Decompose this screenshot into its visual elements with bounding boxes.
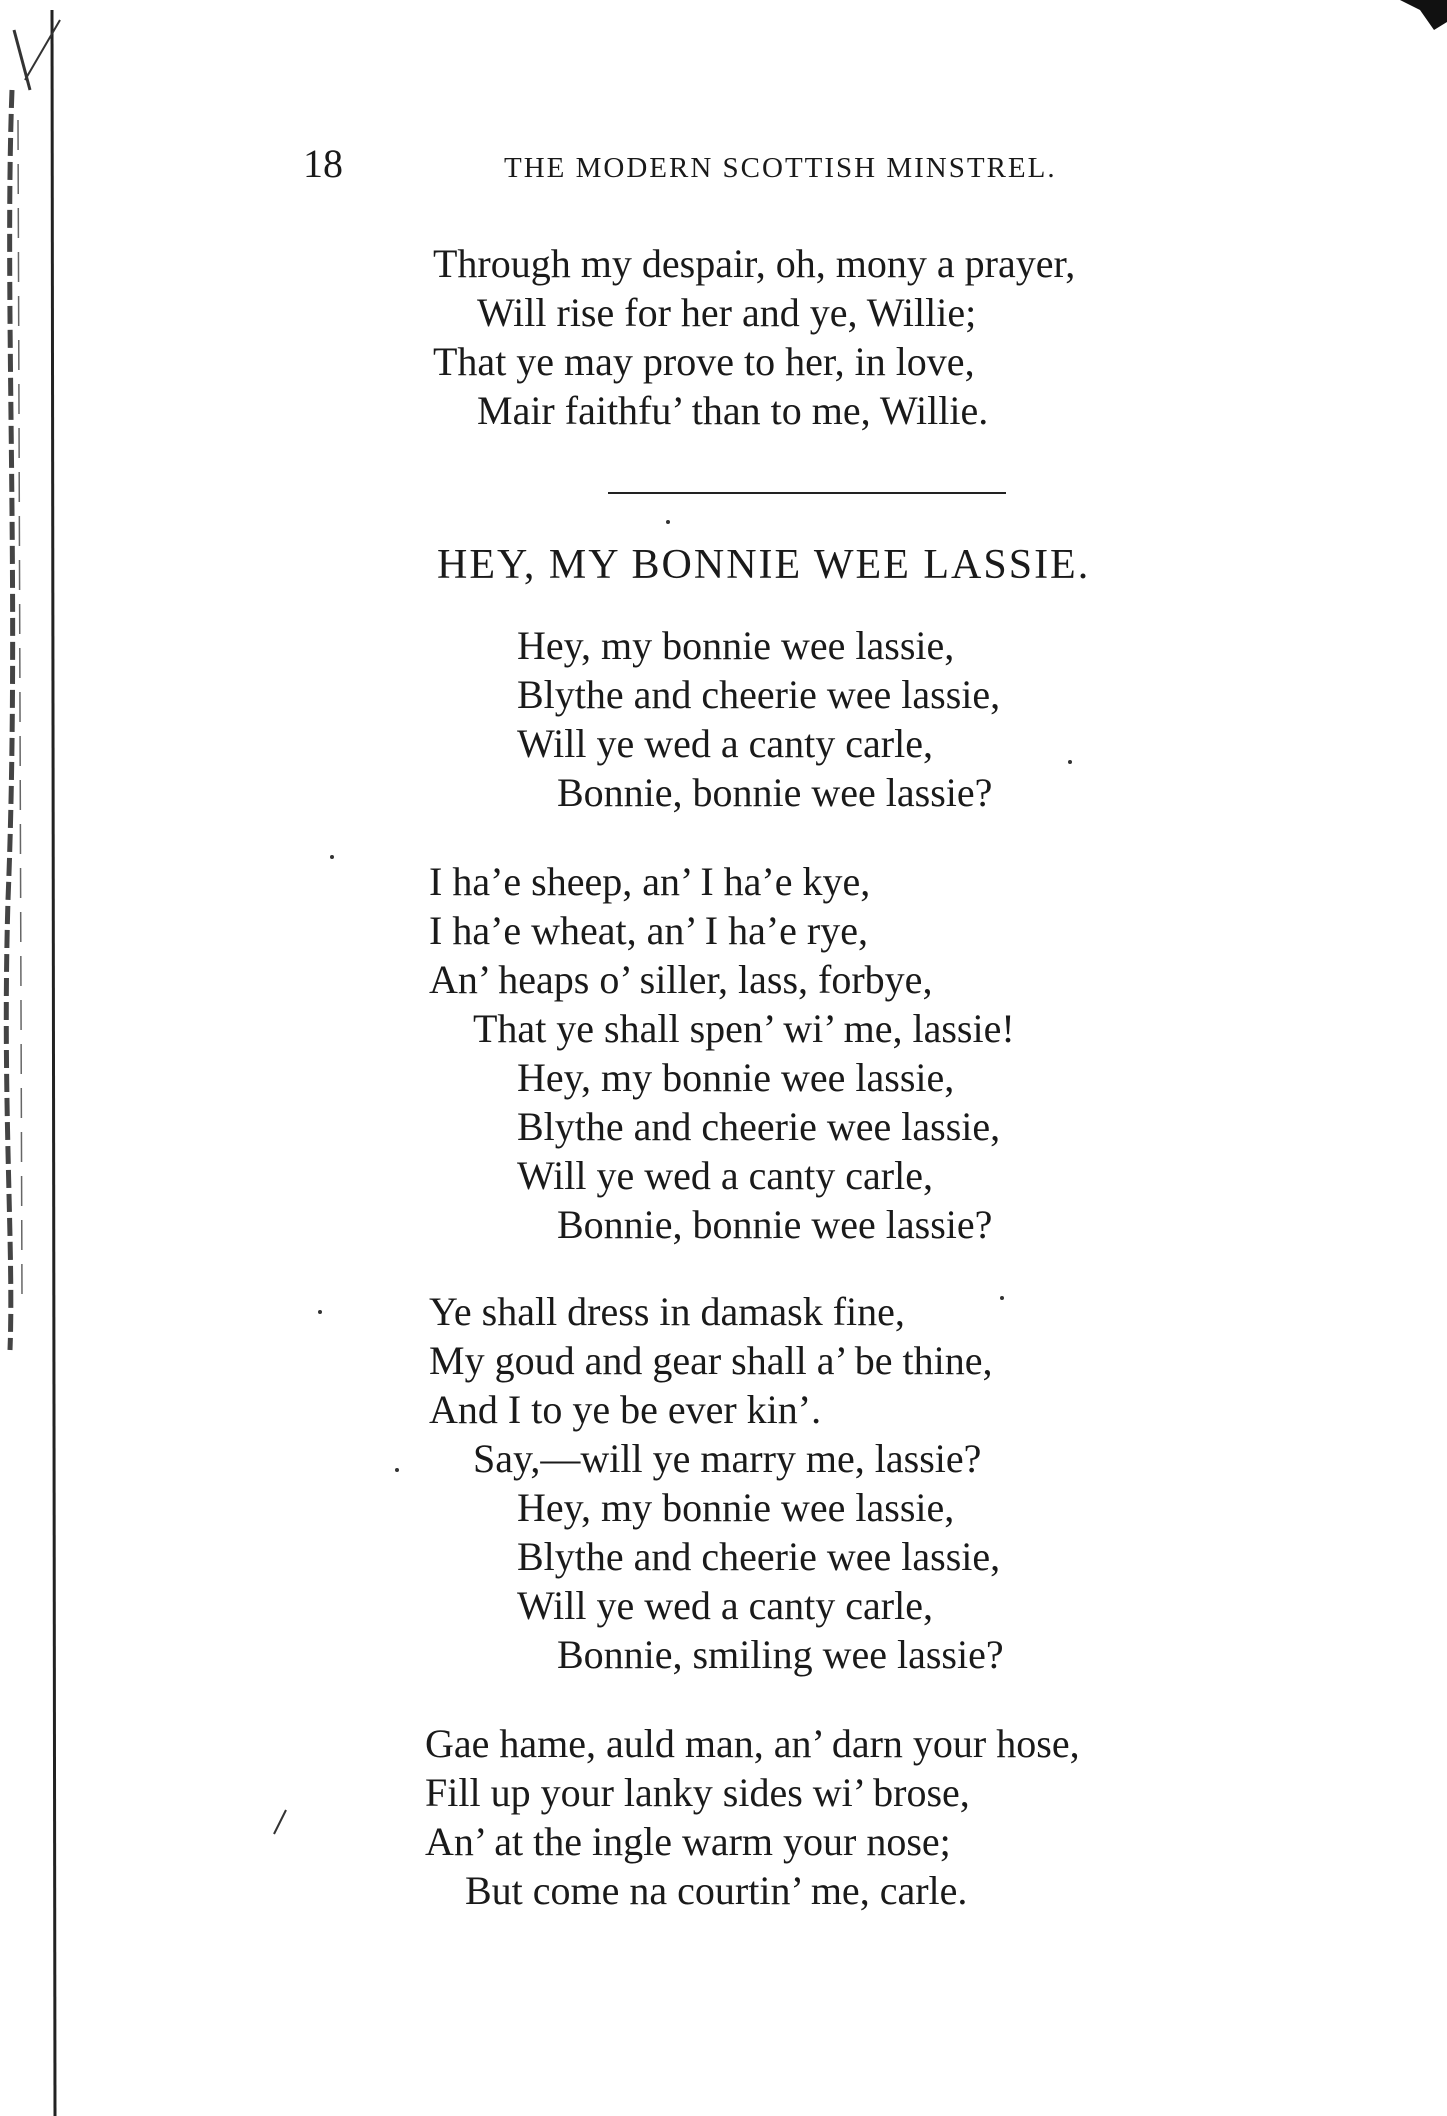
verse-line: Will ye wed a canty carle, [517,1583,933,1628]
verse-line: An’ at the ingle warm your nose; [425,1819,951,1864]
verse-line: But come na courtin’ me, carle. [465,1868,968,1913]
page-spine-edge [0,0,70,2116]
verse-line: Bonnie, bonnie wee lassie? [557,770,993,815]
verse-line: Bonnie, bonnie wee lassie? [557,1202,993,1247]
corner-ink-mark [1390,0,1447,40]
verse-line: Blythe and cheerie wee lassie, [517,672,1001,717]
section-divider [608,492,1006,494]
verse-line: Say,—will ye marry me, lassie? [473,1436,982,1481]
verse-line: Mair faithfu’ than to me, Willie. [477,388,989,433]
print-speck [330,855,334,859]
verse-line: Ye shall dress in damask fine, [429,1289,905,1334]
verse-line: Hey, my bonnie wee lassie, [517,1485,955,1530]
verse-line: Hey, my bonnie wee lassie, [517,623,955,668]
verse-line: I ha’e wheat, an’ I ha’e rye, [429,908,868,953]
verse-line: Blythe and cheerie wee lassie, [517,1104,1001,1149]
song-title: HEY, MY BONNIE WEE LASSIE. [437,542,1091,588]
print-speck [666,520,670,524]
print-speck [318,1310,322,1314]
verse-line: Hey, my bonnie wee lassie, [517,1055,955,1100]
verse-line: That ye may prove to her, in love, [433,339,975,384]
verse-line: My goud and gear shall a’ be thine, [429,1338,993,1383]
verse-line: And I to ye be ever kin’. [429,1387,822,1432]
verse-line: Will ye wed a canty carle, [517,721,933,766]
verse-line: Blythe and cheerie wee lassie, [517,1534,1001,1579]
print-speck [1000,1296,1004,1300]
print-speck [1068,760,1072,764]
verse-line: Through my despair, oh, mony a prayer, [433,241,1076,286]
verse-line: Fill up your lanky sides wi’ brose, [425,1770,970,1815]
verse-line: Will rise for her and ye, Willie; [477,290,977,335]
verse-line: Gae hame, auld man, an’ darn your hose, [425,1721,1080,1766]
print-speck [395,1468,399,1472]
running-title: THE MODERN SCOTTISH MINSTREL. [504,152,1057,184]
verse-line: Will ye wed a canty carle, [517,1153,933,1198]
pencil-mark [270,1808,290,1838]
verse-line: I ha’e sheep, an’ I ha’e kye, [429,859,871,904]
verse-line: An’ heaps o’ siller, lass, forbye, [429,957,933,1002]
verse-line: Bonnie, smiling wee lassie? [557,1632,1004,1677]
page-number: 18 [303,141,343,186]
verse-line: That ye shall spen’ wi’ me, lassie! [473,1006,1015,1051]
